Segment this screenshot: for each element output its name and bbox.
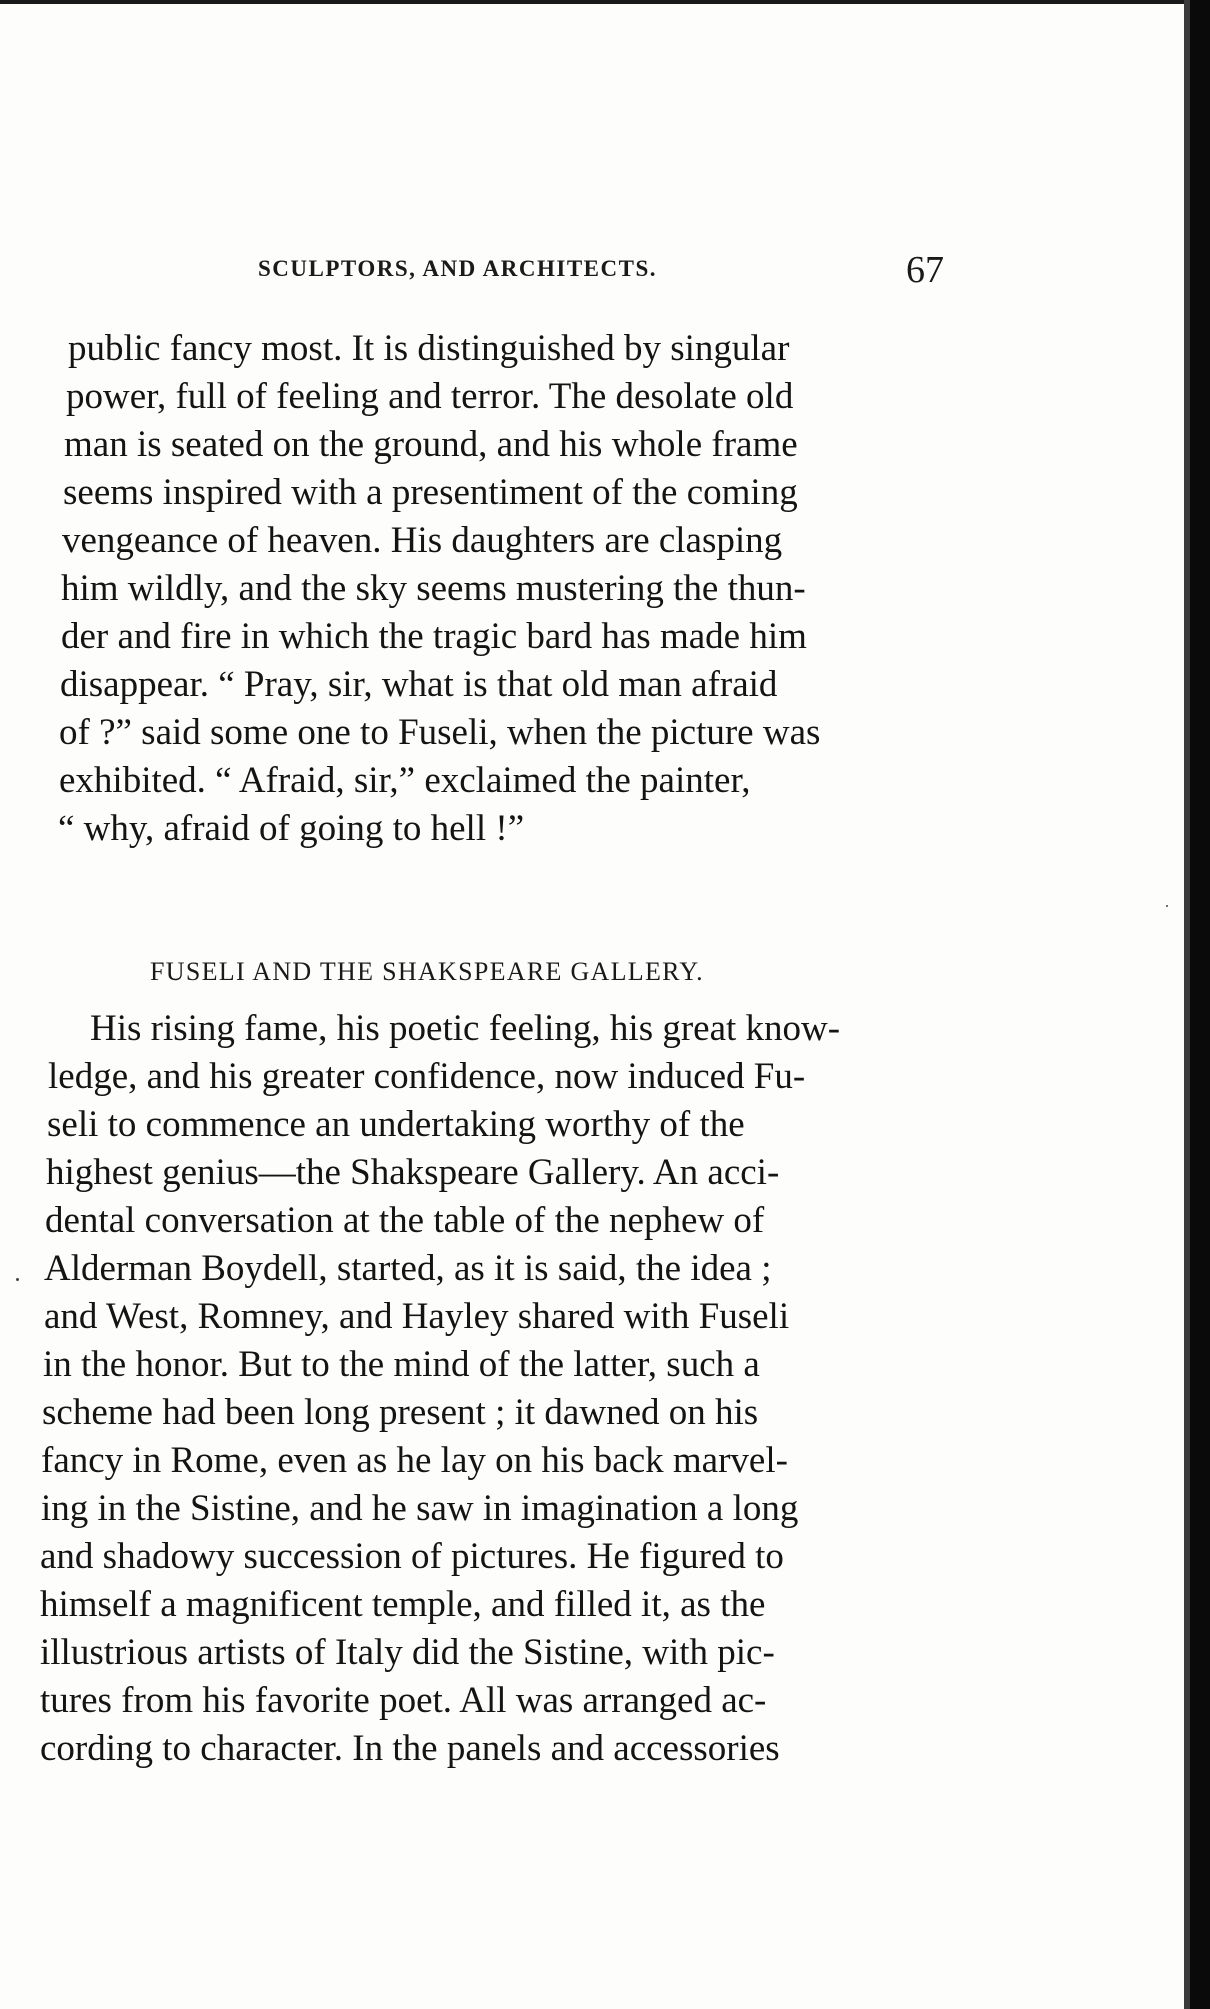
text-line: cording to character. In the panels and accessories: [40, 1728, 780, 1769]
scan-top-edge: [0, 0, 1210, 4]
text-line: public fancy most. It is distinguished by singular: [68, 328, 790, 369]
text-line: disappear. “ Pray, sir, what is that old man afraid: [60, 664, 778, 705]
text-line: ledge, and his greater confidence, now induced Fu-: [48, 1056, 806, 1097]
text-line: in the honor. But to the mind of the latter, such a: [43, 1344, 760, 1385]
text-line: and shadowy succession of pictures. He figured to: [40, 1536, 784, 1577]
text-line: “ why, afraid of going to hell !”: [58, 808, 525, 849]
text-line: power, full of feeling and terror. The desolate old: [66, 376, 794, 417]
text-line: seems inspired with a presentiment of the coming: [63, 472, 798, 513]
scan-right-edge: [1190, 0, 1210, 2009]
text-line: and West, Romney, and Hayley shared with Fuseli: [44, 1296, 790, 1337]
section-heading: FUSELI AND THE SHAKSPEARE GALLERY.: [150, 957, 704, 986]
text-line: der and fire in which the tragic bard has made him: [61, 616, 807, 657]
text-line: of ?” said some one to Fuseli, when the picture was: [59, 712, 821, 753]
text-line: vengeance of heaven. His daughters are clasping: [62, 520, 783, 561]
text-line: himself a magnificent temple, and filled it, as the: [40, 1584, 766, 1625]
text-line: fancy in Rome, even as he lay on his back marvel-: [41, 1440, 788, 1481]
text-line: him wildly, and the sky seems mustering the thun-: [61, 568, 806, 609]
running-head: SCULPTORS, AND ARCHITECTS.: [258, 256, 658, 281]
text-line: Alderman Boydell, started, as it is said, the idea ;: [44, 1248, 772, 1289]
page-number: 67: [906, 249, 944, 291]
text-line: scheme had been long present ; it dawned on his: [42, 1392, 759, 1433]
text-line: tures from his favorite poet. All was arranged ac-: [40, 1680, 767, 1721]
text-line: His rising fame, his poetic feeling, his great know-: [90, 1008, 841, 1049]
text-line: seli to commence an undertaking worthy of the: [47, 1104, 745, 1145]
text-line: ing in the Sistine, and he saw in imagination a long: [41, 1488, 799, 1529]
text-line: illustrious artists of Italy did the Sistine, with pic-: [40, 1632, 775, 1673]
scan-speck: [16, 1278, 19, 1281]
text-line: man is seated on the ground, and his whole frame: [64, 424, 798, 465]
text-line: dental conversation at the table of the nephew of: [45, 1200, 765, 1241]
scan-speck: [1166, 905, 1168, 907]
text-line: exhibited. “ Afraid, sir,” exclaimed the painter,: [59, 760, 751, 801]
text-line: highest genius—the Shakspeare Gallery. An acci-: [46, 1152, 780, 1193]
